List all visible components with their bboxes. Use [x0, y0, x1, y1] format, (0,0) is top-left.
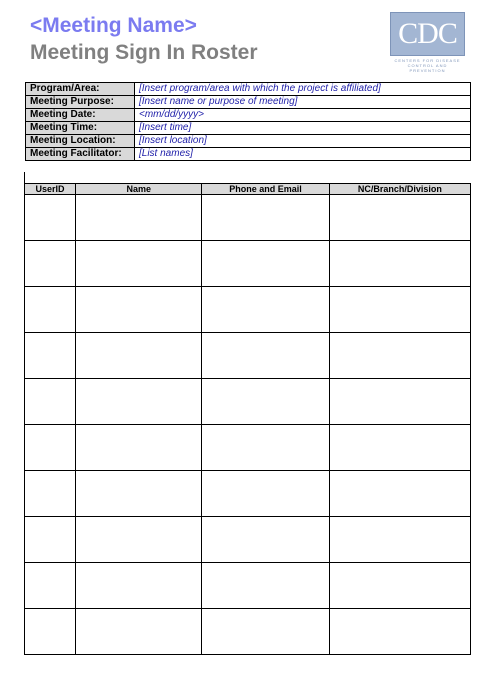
roster-cell[interactable] — [202, 563, 329, 609]
column-header: Name — [76, 184, 202, 195]
roster-cell[interactable] — [76, 195, 202, 241]
page-title: Meeting Sign In Roster — [30, 41, 258, 64]
column-header: Phone and Email — [202, 184, 329, 195]
column-header: UserID — [25, 184, 76, 195]
roster-cell[interactable] — [25, 287, 76, 333]
roster-cell[interactable] — [202, 609, 329, 655]
roster-cell[interactable] — [76, 333, 202, 379]
info-value-field[interactable]: [Insert time] — [135, 122, 471, 135]
sign-in-roster-table — [24, 183, 471, 655]
meeting-info-table — [25, 82, 471, 161]
roster-cell[interactable] — [25, 195, 76, 241]
table-row — [25, 241, 471, 287]
text-cursor — [24, 172, 25, 183]
info-label: Meeting Date: — [26, 109, 135, 122]
roster-cell[interactable] — [329, 195, 470, 241]
info-label: Meeting Purpose: — [26, 96, 135, 109]
roster-cell[interactable] — [25, 471, 76, 517]
roster-cell[interactable] — [25, 517, 76, 563]
roster-header-row — [25, 184, 471, 195]
roster-cell[interactable] — [25, 425, 76, 471]
roster-cell[interactable] — [329, 241, 470, 287]
logo-box — [390, 12, 465, 56]
roster-cell[interactable] — [202, 379, 329, 425]
roster-cell[interactable] — [25, 333, 76, 379]
roster-cell[interactable] — [329, 563, 470, 609]
roster-cell[interactable] — [76, 287, 202, 333]
roster-cell[interactable] — [329, 609, 470, 655]
info-row — [26, 83, 471, 96]
roster-cell[interactable] — [76, 517, 202, 563]
info-label: Meeting Facilitator: — [26, 148, 135, 161]
roster-cell[interactable] — [25, 563, 76, 609]
roster-cell[interactable] — [329, 379, 470, 425]
info-label: Program/Area: — [26, 83, 135, 96]
roster-cell[interactable] — [202, 287, 329, 333]
roster-cell[interactable] — [25, 379, 76, 425]
info-value-field[interactable]: [Insert program/area with which the project is affiliated] — [135, 83, 471, 96]
info-label: Meeting Time: — [26, 122, 135, 135]
table-row — [25, 471, 471, 517]
logo-text: CDC — [398, 17, 457, 50]
roster-cell[interactable] — [202, 471, 329, 517]
table-row — [25, 563, 471, 609]
roster-cell[interactable] — [76, 563, 202, 609]
roster-cell[interactable] — [329, 471, 470, 517]
roster-cell[interactable] — [329, 333, 470, 379]
roster-cell[interactable] — [202, 195, 329, 241]
info-value-field[interactable]: [List names] — [135, 148, 471, 161]
roster-cell[interactable] — [76, 379, 202, 425]
roster-cell[interactable] — [76, 471, 202, 517]
info-label: Meeting Location: — [26, 135, 135, 148]
roster-cell[interactable] — [329, 425, 470, 471]
info-row — [26, 148, 471, 161]
logo-tagline-1: CENTERS FOR DISEASE — [394, 58, 461, 63]
meeting-name-title: <Meeting Name> — [30, 14, 197, 37]
info-value-field[interactable]: [Insert name or purpose of meeting] — [135, 96, 471, 109]
table-row — [25, 379, 471, 425]
roster-cell[interactable] — [329, 517, 470, 563]
roster-cell[interactable] — [202, 517, 329, 563]
table-row — [25, 609, 471, 655]
table-row — [25, 425, 471, 471]
info-row — [26, 135, 471, 148]
roster-cell[interactable] — [76, 609, 202, 655]
info-value-field[interactable]: [Insert location] — [135, 135, 471, 148]
info-row — [26, 122, 471, 135]
logo-tagline-2: CONTROL AND PREVENTION — [407, 63, 448, 73]
roster-cell[interactable] — [76, 241, 202, 287]
roster-cell[interactable] — [202, 425, 329, 471]
roster-cell[interactable] — [202, 241, 329, 287]
info-row — [26, 109, 471, 122]
table-row — [25, 287, 471, 333]
table-row — [25, 333, 471, 379]
table-row — [25, 517, 471, 563]
info-row — [26, 96, 471, 109]
table-row — [25, 195, 471, 241]
roster-cell[interactable] — [202, 333, 329, 379]
roster-cell[interactable] — [329, 287, 470, 333]
info-value-field[interactable]: <mm/dd/yyyy> — [135, 109, 471, 122]
roster-cell[interactable] — [25, 609, 76, 655]
roster-cell[interactable] — [76, 425, 202, 471]
roster-cell[interactable] — [25, 241, 76, 287]
column-header: NC/Branch/Division — [329, 184, 470, 195]
cdc-logo — [390, 12, 465, 73]
